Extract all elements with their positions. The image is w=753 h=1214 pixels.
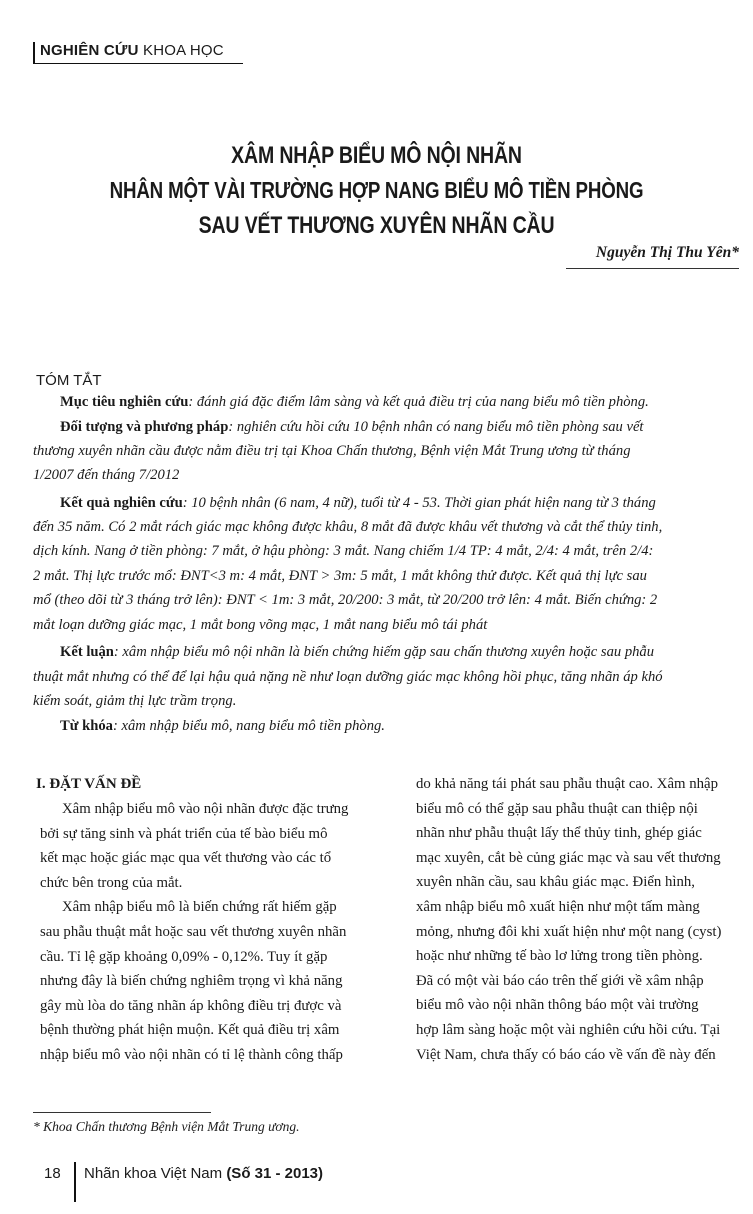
abstract-label: Đối tượng và phương pháp <box>60 419 229 435</box>
abstract-line <box>33 519 740 536</box>
abstract-text: thuật mắt nhưng có thể để lại hậu quả nặng nề như loạn dưỡng giác mạc không hồi phục, tăng nhãn áp khó <box>33 669 663 685</box>
abstract-line <box>33 568 740 585</box>
right-column-line: hoặc như những tế bào lơ lửng trong tiền phòng. <box>416 948 703 965</box>
section-header-rest: KHOA HỌC <box>138 42 224 59</box>
right-column-line: biểu mô có thể gặp sau phẫu thuật can thiệp nội <box>416 800 698 817</box>
left-column-line: kết mạc hoặc giác mạc qua vết thương vào các tổ <box>40 850 332 867</box>
abstract-text: : đánh giá đặc điểm lâm sàng và kết quả điều trị của nang biểu mô tiền phòng. <box>188 394 649 410</box>
right-column-line: xâm nhập biểu mô xuất hiện như một tấm màng <box>416 899 700 915</box>
abstract-line <box>33 443 740 460</box>
abstract-text: : xâm nhập biểu mô nội nhãn là biến chứng hiếm gặp sau chấn thương xuyên hoặc sau phẫu <box>113 644 655 660</box>
right-column-line: xuyên nhãn cầu, sau khâu giác mạc. Điển hình, <box>416 874 695 891</box>
abstract-text: đến 35 năm. Có 2 mắt rách giác mạc không được khâu, 8 mắt đã được khâu vết thương và cắt thể thủy tinh, <box>33 519 663 535</box>
abstract-text: : xâm nhập biểu mô, nang biểu mô tiền phòng. <box>112 718 385 734</box>
right-column-line: hợp lâm sàng hoặc một vài nghiên cứu hồi cứu. Tại <box>416 1022 721 1038</box>
footer-bar <box>74 1162 76 1202</box>
abstract-label: Mục tiêu nghiên cứu <box>60 394 189 410</box>
abstract-text: mổ (theo dõi từ 3 tháng trở lên): ĐNT < 1m: 3 mắt, 20/200: 3 mắt, từ 20/200 trở lên: 4 mắt. Biến chứng: 2 <box>33 592 658 608</box>
abstract-text: dịch kính. Nang ở tiền phòng: 7 mắt, ở hậu phòng: 3 mắt. Nang chiếm 1/4 TP: 4 mắt, 2/4: 4 mắt, trên 2/4: <box>33 543 654 559</box>
right-column-line: Đã có một vài báo cáo trên thế giới về xâm nhập <box>416 972 704 989</box>
article-title <box>0 138 753 243</box>
journal-title: Nhãn khoa Việt Nam <box>84 1165 227 1182</box>
title-line-1: XÂM NHẬP BIỂU MÔ NỘI NHÃN <box>231 142 522 169</box>
footnote-rule <box>33 1112 211 1113</box>
right-column-line: Việt Nam, chưa thấy có báo cáo về vấn đề này đến <box>416 1046 716 1063</box>
journal-name <box>84 1165 323 1182</box>
title-line-3: SAU VẾT THƯƠNG XUYÊN NHÃN CẦU <box>198 212 555 239</box>
section-heading: I. ĐẶT VẤN ĐỀ <box>36 776 142 792</box>
abstract-text: : 10 bệnh nhân (6 nam, 4 nữ), tuổi từ 4 - 53. Thời gian phát hiện nang từ 3 tháng <box>182 495 656 511</box>
abstract-line <box>33 669 740 686</box>
left-column-line: sau phẫu thuật mắt hoặc sau vết thương xuyên nhãn <box>40 924 347 940</box>
abstract-line <box>33 543 740 560</box>
section-header-bold: NGHIÊN CỨU <box>40 42 139 59</box>
right-column-line: nhãn như phẫu thuật lấy thể thủy tinh, ghép giác <box>416 825 702 842</box>
abstract-heading: TÓM TẮT <box>36 372 102 389</box>
abstract-line <box>60 419 740 436</box>
abstract-text: thương xuyên nhãn cầu được nằm điều trị tại Khoa Chấn thương, Bệnh viện Mắt Trung ương từ tháng <box>33 443 631 459</box>
abstract-line <box>33 592 740 609</box>
right-column-line: mỏng, nhưng đôi khi xuất hiện như một nang (cyst) <box>416 923 722 940</box>
page-number: 18 <box>44 1165 61 1182</box>
abstract-line <box>60 394 740 411</box>
header-rule <box>33 63 243 64</box>
abstract-text: kiểm soát, giảm thị lực trầm trọng. <box>33 693 237 709</box>
left-column-line: gây mù lòa do tăng nhãn áp không điều trị được và <box>40 997 342 1014</box>
abstract-line <box>60 495 740 512</box>
left-column-line: cầu. Tỉ lệ gặp khoảng 0,09% - 0,12%. Tuy ít gặp <box>40 948 328 965</box>
right-column-line: biểu mô vào nội nhãn thông báo một vài trường <box>416 997 699 1014</box>
abstract-text: 2 mắt. Thị lực trước mổ: ĐNT<3 m: 4 mắt, ĐNT > 3m: 5 mắt, 1 mắt không thử được. Kết quả thị lực sau <box>33 568 647 584</box>
right-column-line: mạc xuyên, cắt bè củng giác mạc và sau vết thương <box>416 849 721 866</box>
abstract-text: : nghiên cứu hồi cứu 10 bệnh nhân có nang biểu mô tiền phòng sau vết <box>228 419 644 435</box>
section-header <box>40 42 224 59</box>
abstract-label: Kết quả nghiên cứu <box>60 495 183 511</box>
abstract-label: Từ khóa <box>60 718 113 734</box>
abstract-line <box>33 617 740 634</box>
left-column-line: Xâm nhập biểu mô là biến chứng rất hiếm gặp <box>62 899 337 916</box>
left-column-line: nhập biểu mô vào nội nhãn có tỉ lệ thành công thấp <box>40 1047 343 1063</box>
journal-issue: (Số 31 - 2013) <box>226 1165 324 1182</box>
abstract-text: mắt loạn dưỡng giác mạc, 1 mắt bong võng mạc, 1 mắt nang biểu mô tái phát <box>33 617 488 633</box>
abstract-line <box>33 693 740 710</box>
left-column-line: Xâm nhập biểu mô vào nội nhãn được đặc trưng <box>62 801 349 817</box>
left-column-line: chức bên trong của mắt. <box>40 874 183 891</box>
abstract-text: 1/2007 đến tháng 7/2012 <box>33 467 180 483</box>
abstract-label: Kết luận <box>60 644 114 660</box>
header-bar <box>33 42 35 64</box>
title-line-2: NHÂN MỘT VÀI TRƯỜNG HỢP NANG BIỂU MÔ TIỀN PHÒNG <box>109 177 644 203</box>
abstract-line <box>60 718 740 735</box>
right-column-line: do khả năng tái phát sau phẫu thuật cao. Xâm nhập <box>416 776 719 792</box>
left-column-line: bởi sự tăng sinh và phát triển của tế bào biểu mô <box>40 825 328 842</box>
abstract-line <box>60 644 740 661</box>
left-column-line: nhưng đây là biến chứng nghiêm trọng vì khả năng <box>40 973 343 990</box>
footnote: * Khoa Chấn thương Bệnh viện Mắt Trung ương. <box>33 1119 300 1134</box>
author: Nguyễn Thị Thu Yên* <box>566 244 739 269</box>
left-column-line: bệnh thường phát hiện muộn. Kết quả điều trị xâm <box>40 1022 340 1039</box>
abstract-line <box>33 467 740 484</box>
